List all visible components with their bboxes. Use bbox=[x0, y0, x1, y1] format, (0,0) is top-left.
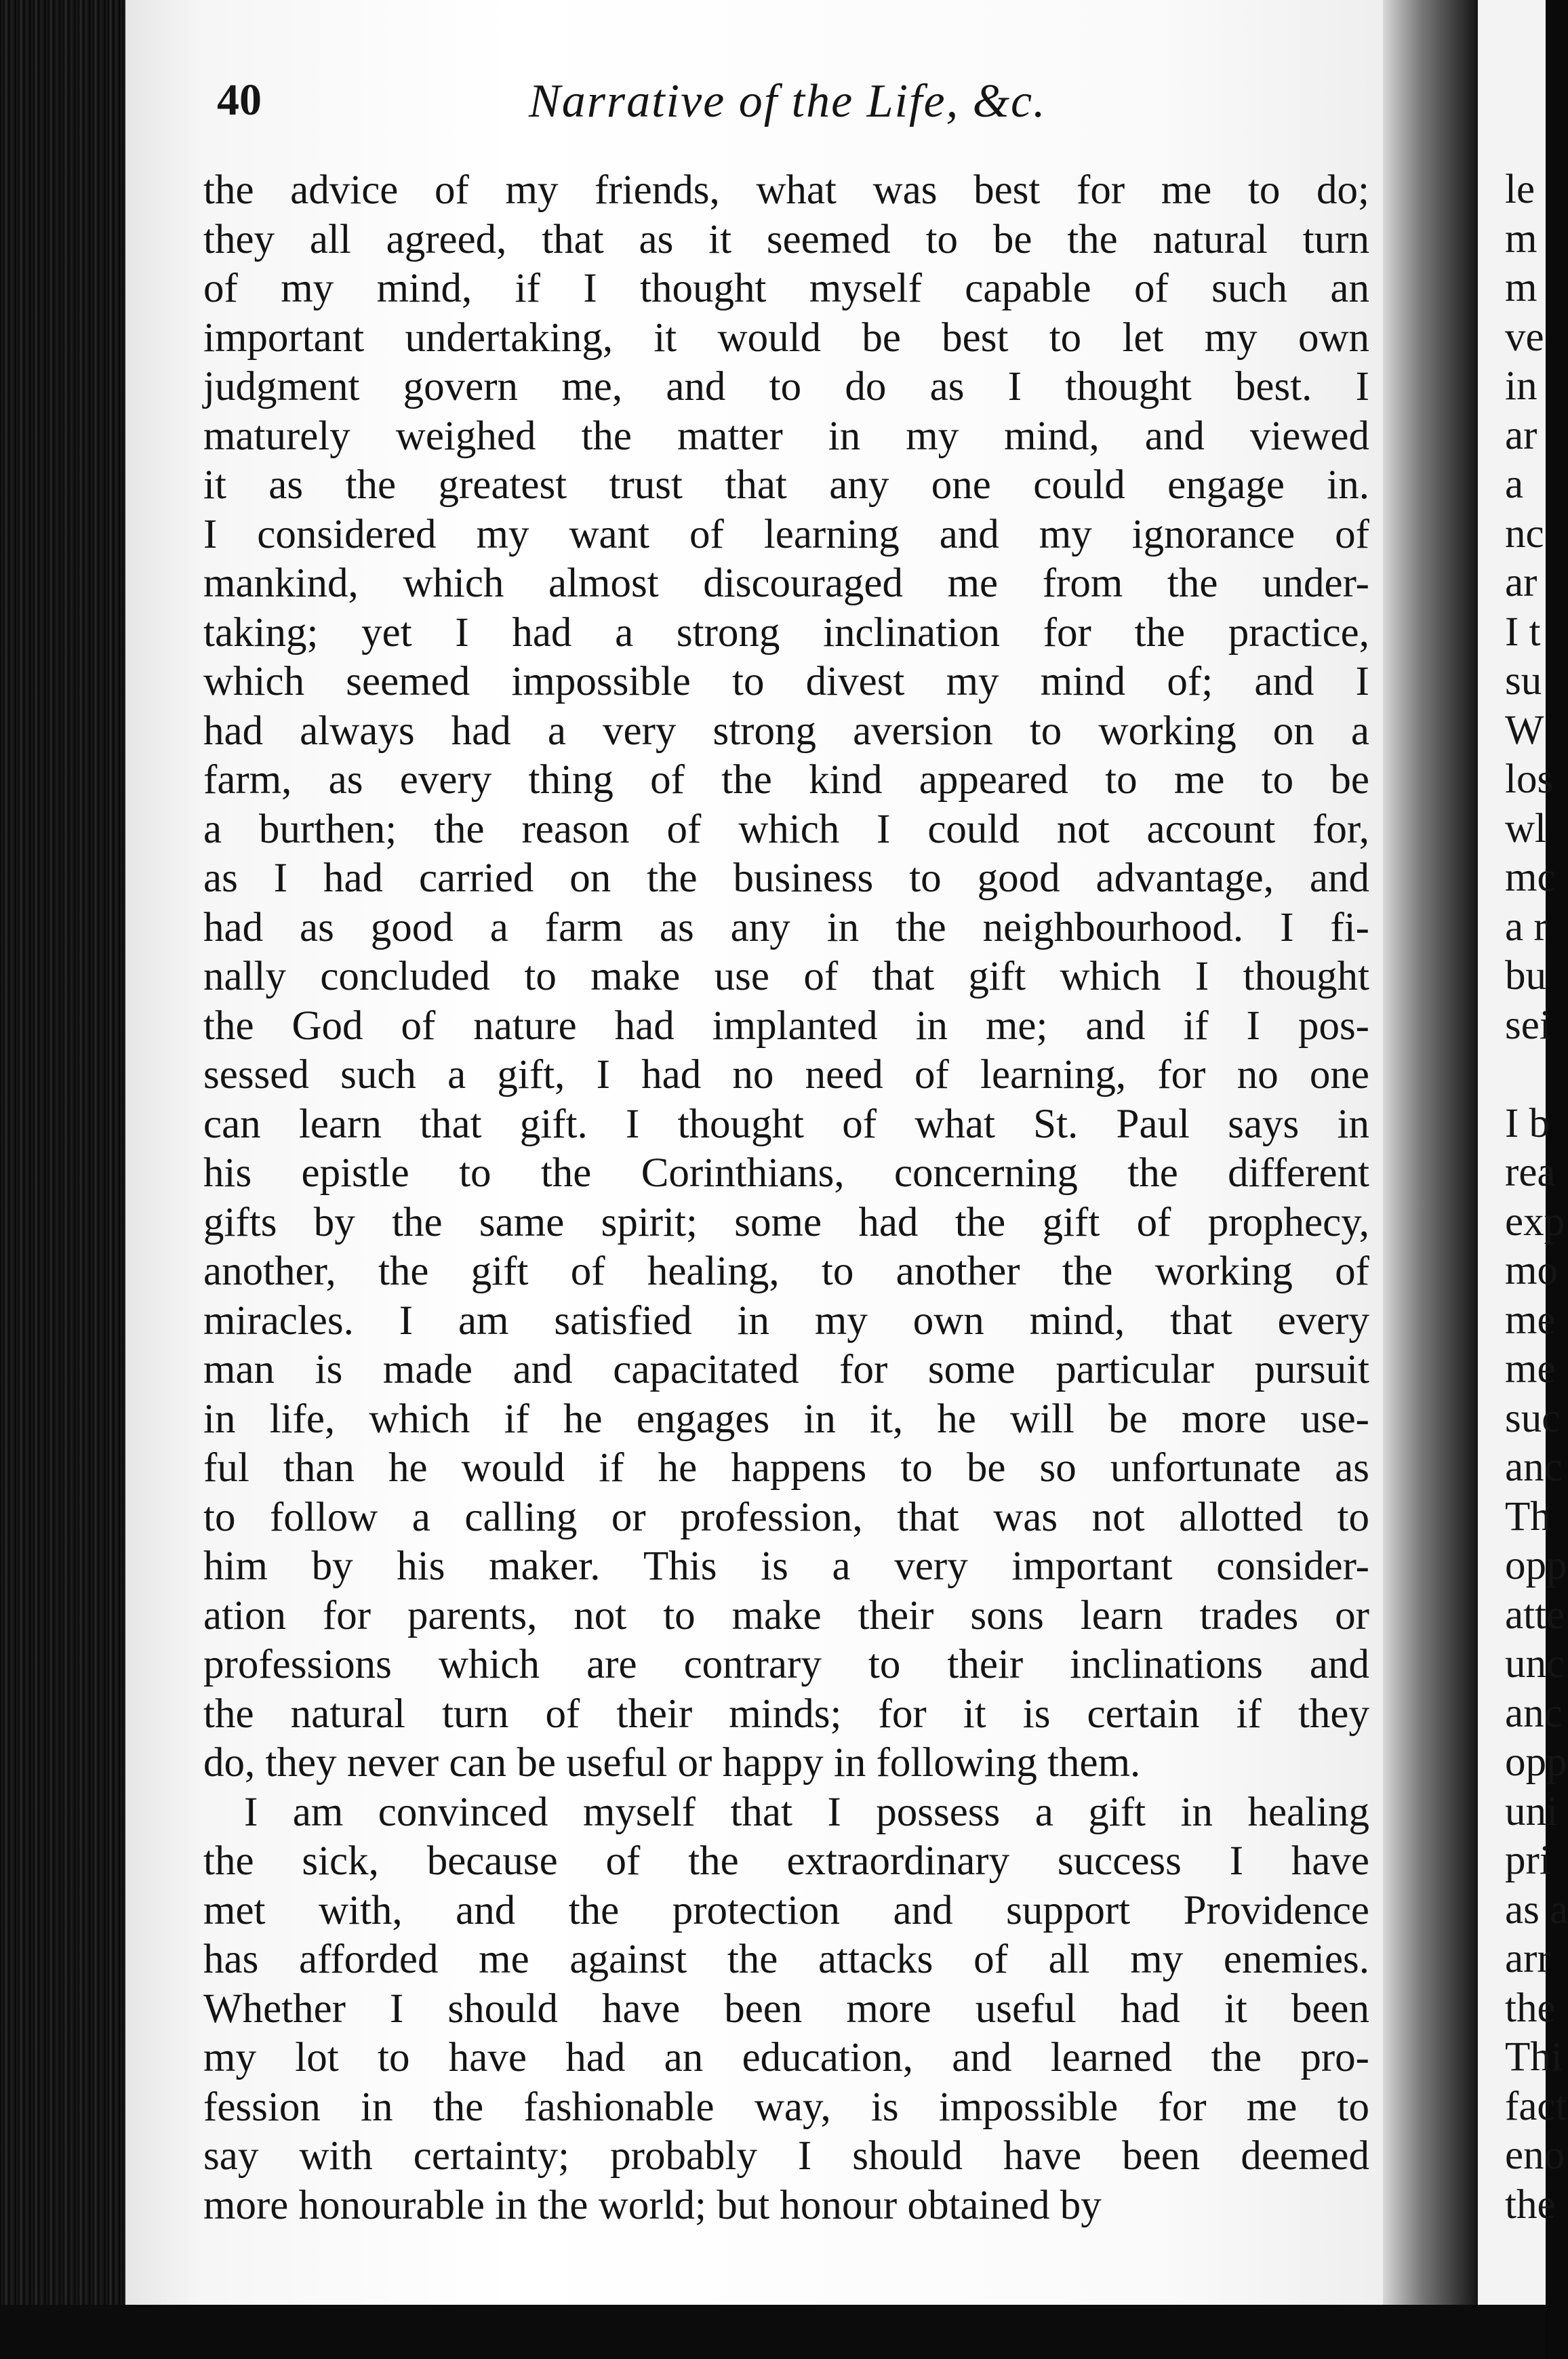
text-line: another, the gift of healing, to another the working of bbox=[203, 1249, 1369, 1294]
right-page-fragment-line: ar bbox=[1505, 560, 1537, 605]
right-page-fragment-line: su bbox=[1505, 658, 1542, 704]
right-page-fragment-line: I b bbox=[1505, 1100, 1550, 1146]
text-line: Whether I should have been more useful had it been bbox=[203, 1985, 1369, 2032]
text-line: mankind, which almost discouraged me from the under- bbox=[203, 561, 1369, 606]
right-page-fragment-line bbox=[1478, 1051, 1568, 1100]
right-page-fragment-line: los bbox=[1505, 757, 1554, 802]
right-page-fragment-line: anc bbox=[1505, 1445, 1563, 1490]
right-page-fragment-line: as a bbox=[1505, 1887, 1568, 1933]
text-line: fession in the fashionable way, is impossible for me to bbox=[203, 2084, 1369, 2130]
text-line: I am convinced myself that I possess a gift in healing bbox=[244, 1789, 1369, 1835]
text-line: met with, and the protection and support Providence bbox=[203, 1887, 1369, 1933]
right-page-fragment-line: unc bbox=[1505, 1641, 1565, 1687]
text-line: taking; yet I had a strong inclination for the practice, bbox=[203, 609, 1369, 656]
text-line: the God of nature had implanted in me; and if I pos- bbox=[203, 1003, 1369, 1049]
scan-bottom-border bbox=[0, 2305, 1546, 2359]
text-line: farm, as every thing of the kind appeared to me to be bbox=[203, 757, 1369, 803]
right-page-fragment-line: me bbox=[1505, 1346, 1556, 1392]
text-line: as I had carried on the business to good advantage, and bbox=[203, 855, 1369, 901]
running-title: Narrative of the Life, &c. bbox=[529, 75, 1047, 127]
text-line: say with certainty; probably I should have been deemed bbox=[203, 2133, 1369, 2179]
right-page-fragment-line: arr bbox=[1505, 1936, 1551, 1981]
text-line: his epistle to the Corinthians, concerning the different bbox=[203, 1150, 1369, 1196]
text-line: judgment govern me, and to do as I thought best. I bbox=[203, 364, 1369, 409]
text-line: my lot to have had an education, and learned the pro- bbox=[203, 2035, 1369, 2080]
right-page-fragment-line: Th bbox=[1505, 1493, 1551, 1539]
right-page-fragment-line: eno bbox=[1505, 2133, 1565, 2178]
text-line: man is made and capacitated for some particular pursuit bbox=[203, 1347, 1369, 1392]
right-page-fragment-line: m bbox=[1505, 216, 1537, 262]
text-line: the advice of my friends, what was best for me to do; bbox=[203, 167, 1369, 213]
text-line: do, they never can be useful or happy in following them. bbox=[203, 1740, 1141, 1786]
right-page-fragment-line: the bbox=[1505, 2181, 1556, 2227]
text-line: it as the greatest trust that any one could engage in. bbox=[203, 462, 1369, 508]
text-line: ation for parents, not to make their sons learn trades or bbox=[203, 1592, 1369, 1638]
right-page-fragment-line: mo bbox=[1505, 1248, 1558, 1293]
right-page-fragment-line: I t bbox=[1505, 609, 1541, 655]
gutter-shadow bbox=[1383, 0, 1478, 2305]
right-page-fragment-line: bu bbox=[1505, 953, 1546, 999]
text-line: had always had a very strong aversion to working on a bbox=[203, 708, 1369, 754]
text-line: nally concluded to make use of that gift which I thought bbox=[203, 954, 1369, 999]
right-page-fragment-line: W bbox=[1505, 707, 1544, 753]
right-page-fragment-line: ve bbox=[1505, 314, 1544, 360]
text-line: the natural turn of their minds; for it is certain if they bbox=[203, 1691, 1369, 1737]
right-page-fragment-line: opp bbox=[1505, 1739, 1567, 1785]
text-line: more honourable in the world; but honour obtained by bbox=[203, 2182, 1102, 2228]
right-page-fragment-line: mc bbox=[1505, 855, 1556, 900]
right-page-fragment-line: nc bbox=[1505, 510, 1544, 557]
text-line: him by his maker. This is a very important consider- bbox=[203, 1544, 1369, 1589]
text-line: important undertaking, it would be best to let my own bbox=[203, 315, 1369, 361]
text-line: sessed such a gift, I had no need of learning, for no one bbox=[203, 1052, 1369, 1097]
right-page-fragment-line: in bbox=[1505, 363, 1537, 409]
right-page-fragment-line: suc bbox=[1505, 1395, 1561, 1441]
page-number: 40 bbox=[217, 75, 262, 125]
right-page-fragment-line: me bbox=[1505, 1297, 1556, 1343]
text-line: professions which are contrary to their inclinations and bbox=[203, 1642, 1369, 1687]
text-line: can learn that gift. I thought of what St. Paul says in bbox=[203, 1101, 1369, 1147]
right-page-fragment-line: opp bbox=[1505, 1543, 1567, 1588]
right-page-fragment bbox=[1478, 0, 1568, 2325]
right-page-fragment-line: exp bbox=[1505, 1198, 1565, 1245]
right-page-fragment-line: fact bbox=[1505, 2083, 1567, 2129]
page-header bbox=[217, 75, 1369, 136]
right-page-fragment-line: atte bbox=[1505, 1592, 1565, 1638]
text-line: maturely weighed the matter in my mind, and viewed bbox=[203, 413, 1369, 459]
right-page-fragment-line: a r bbox=[1505, 904, 1548, 950]
right-page-fragment-line: le bbox=[1505, 167, 1535, 212]
right-page-fragment-line: Thi bbox=[1505, 2034, 1563, 2080]
right-page-fragment-line: wl bbox=[1505, 805, 1546, 851]
text-line: gifts by the same spirit; some had the gift of prophecy, bbox=[203, 1199, 1369, 1245]
text-line: I considered my want of learning and my ignorance of bbox=[203, 511, 1369, 557]
right-page-fragment-line: sei bbox=[1505, 1002, 1551, 1048]
right-page-fragment-line: m bbox=[1505, 265, 1537, 310]
right-page-fragment-line: ar bbox=[1505, 412, 1537, 458]
book-spine-edge bbox=[0, 0, 139, 2359]
text-line: the sick, because of the extraordinary success I have bbox=[203, 1838, 1369, 1884]
text-line: they all agreed, that as it seemed to be the natural turn bbox=[203, 216, 1369, 262]
text-line: ful than he would if he happens to be so unfortunate as bbox=[203, 1445, 1369, 1491]
text-line: had as good a farm as any in the neighbourhood. I fi- bbox=[203, 904, 1369, 950]
right-page-fragment-line: a bbox=[1505, 462, 1524, 507]
text-line: a burthen; the reason of which I could not account for, bbox=[203, 806, 1369, 852]
text-line: miracles. I am satisfied in my own mind, that every bbox=[203, 1297, 1369, 1344]
right-page-fragment-line: rea bbox=[1505, 1150, 1556, 1195]
text-line: which seemed impossible to divest my mind of; and I bbox=[203, 659, 1369, 704]
text-line: of my mind, if I thought myself capable of such an bbox=[203, 266, 1369, 311]
text-line: in life, which if he engages in it, he will be more use- bbox=[203, 1396, 1369, 1442]
right-page-fragment-line: the bbox=[1505, 1985, 1556, 2031]
text-line: to follow a calling or profession, that was not allotted to bbox=[203, 1494, 1369, 1540]
right-page-fragment-line: uni bbox=[1505, 1788, 1558, 1834]
text-line: has afforded me against the attacks of all my enemies. bbox=[203, 1937, 1369, 1982]
right-page-fragment-line: pri bbox=[1505, 1838, 1551, 1883]
right-page-fragment-line: anc bbox=[1505, 1690, 1563, 1736]
body-text bbox=[203, 166, 1369, 2230]
right-page-text-fragments bbox=[1478, 166, 1568, 2230]
